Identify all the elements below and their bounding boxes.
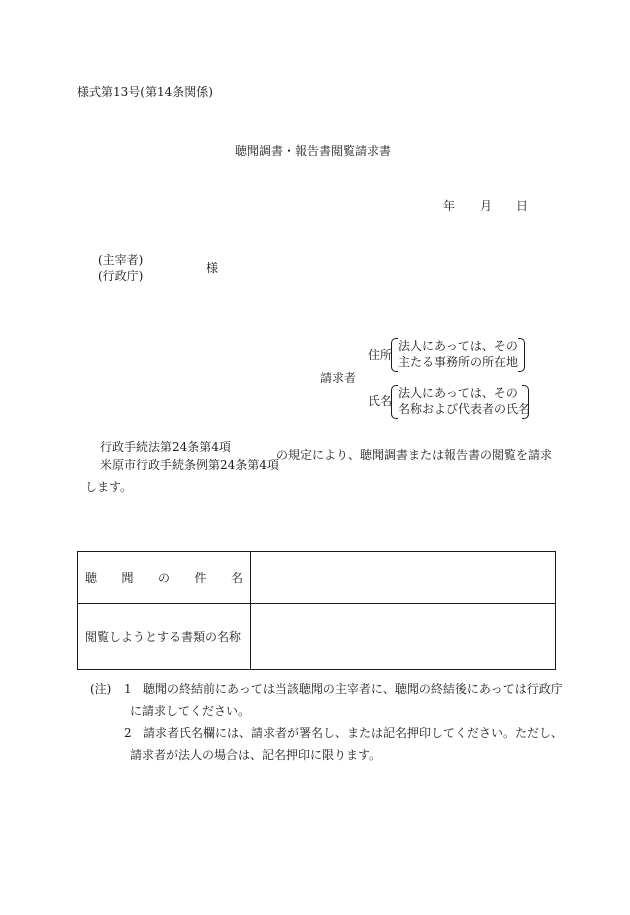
address-close-bracket [518, 338, 525, 372]
hearing-subject-label-char: の [157, 571, 170, 585]
table-row [78, 604, 556, 670]
note-2-line1: 請求者氏名欄には、請求者が署名し、または記名押印してください。ただし、 [143, 726, 564, 740]
note-1-number: 1 [124, 682, 132, 696]
name-label: 氏名 [368, 394, 393, 408]
note-2-line2: 請求者が法人の場合は、記名押印に限ります。 [130, 748, 382, 762]
address-label: 住所 [368, 348, 393, 362]
name-note-line2: 名称および代表者の氏名 [398, 402, 531, 416]
date-day-label: 日 [516, 199, 529, 213]
request-details-table [77, 551, 556, 670]
addressee-presiding-officer: (主宰者) [98, 253, 144, 267]
date-month-label: 月 [480, 199, 493, 213]
hearing-subject-label [78, 552, 251, 604]
hearing-subject-label-char: 聴 [85, 571, 98, 585]
table-row [78, 552, 556, 604]
notes-prefix: (注) [90, 682, 112, 696]
date-year-label: 年 [443, 199, 456, 213]
address-note-line2: 主たる事務所の所在地 [398, 355, 519, 369]
hearing-subject-label-char: 聞 [121, 571, 134, 585]
note-2-number: 2 [124, 726, 132, 740]
document-name-field[interactable] [251, 604, 556, 670]
name-note-line1: 法人にあっては、その [398, 386, 518, 400]
note-1-line1: 聴聞の終結前にあっては当該聴聞の主宰者に、聴聞の終結後にあっては行政庁 [143, 682, 563, 696]
document-name-label: 閲覧しようとする書類の名称 [78, 604, 251, 670]
addressee-honorific: 様 [206, 261, 219, 275]
hearing-subject-label-char: 件 [194, 571, 207, 585]
law-reference-2: 米原市行政手続条例第24条第4項 [100, 458, 279, 472]
name-close-bracket [522, 385, 529, 419]
hearing-subject-field[interactable] [251, 552, 556, 604]
request-sentence-end: します。 [85, 480, 133, 494]
form-number: 様式第13号(第14条関係) [77, 85, 213, 99]
addressee-administrative-agency: (行政庁) [98, 269, 144, 283]
address-note-line1: 法人にあっては、その [398, 339, 518, 353]
note-1-line2: に請求してください。 [130, 704, 251, 718]
request-sentence: の規定により、聴聞調書または報告書の閲覧を請求 [276, 448, 553, 462]
document-title: 聴聞調書・報告書閲覧請求書 [235, 144, 392, 158]
name-open-bracket [391, 385, 398, 419]
law-reference-1: 行政手続法第24条第4項 [100, 440, 231, 454]
requester-label: 請求者 [320, 371, 357, 385]
address-open-bracket [391, 338, 398, 372]
hearing-subject-label-char: 名 [230, 571, 243, 585]
